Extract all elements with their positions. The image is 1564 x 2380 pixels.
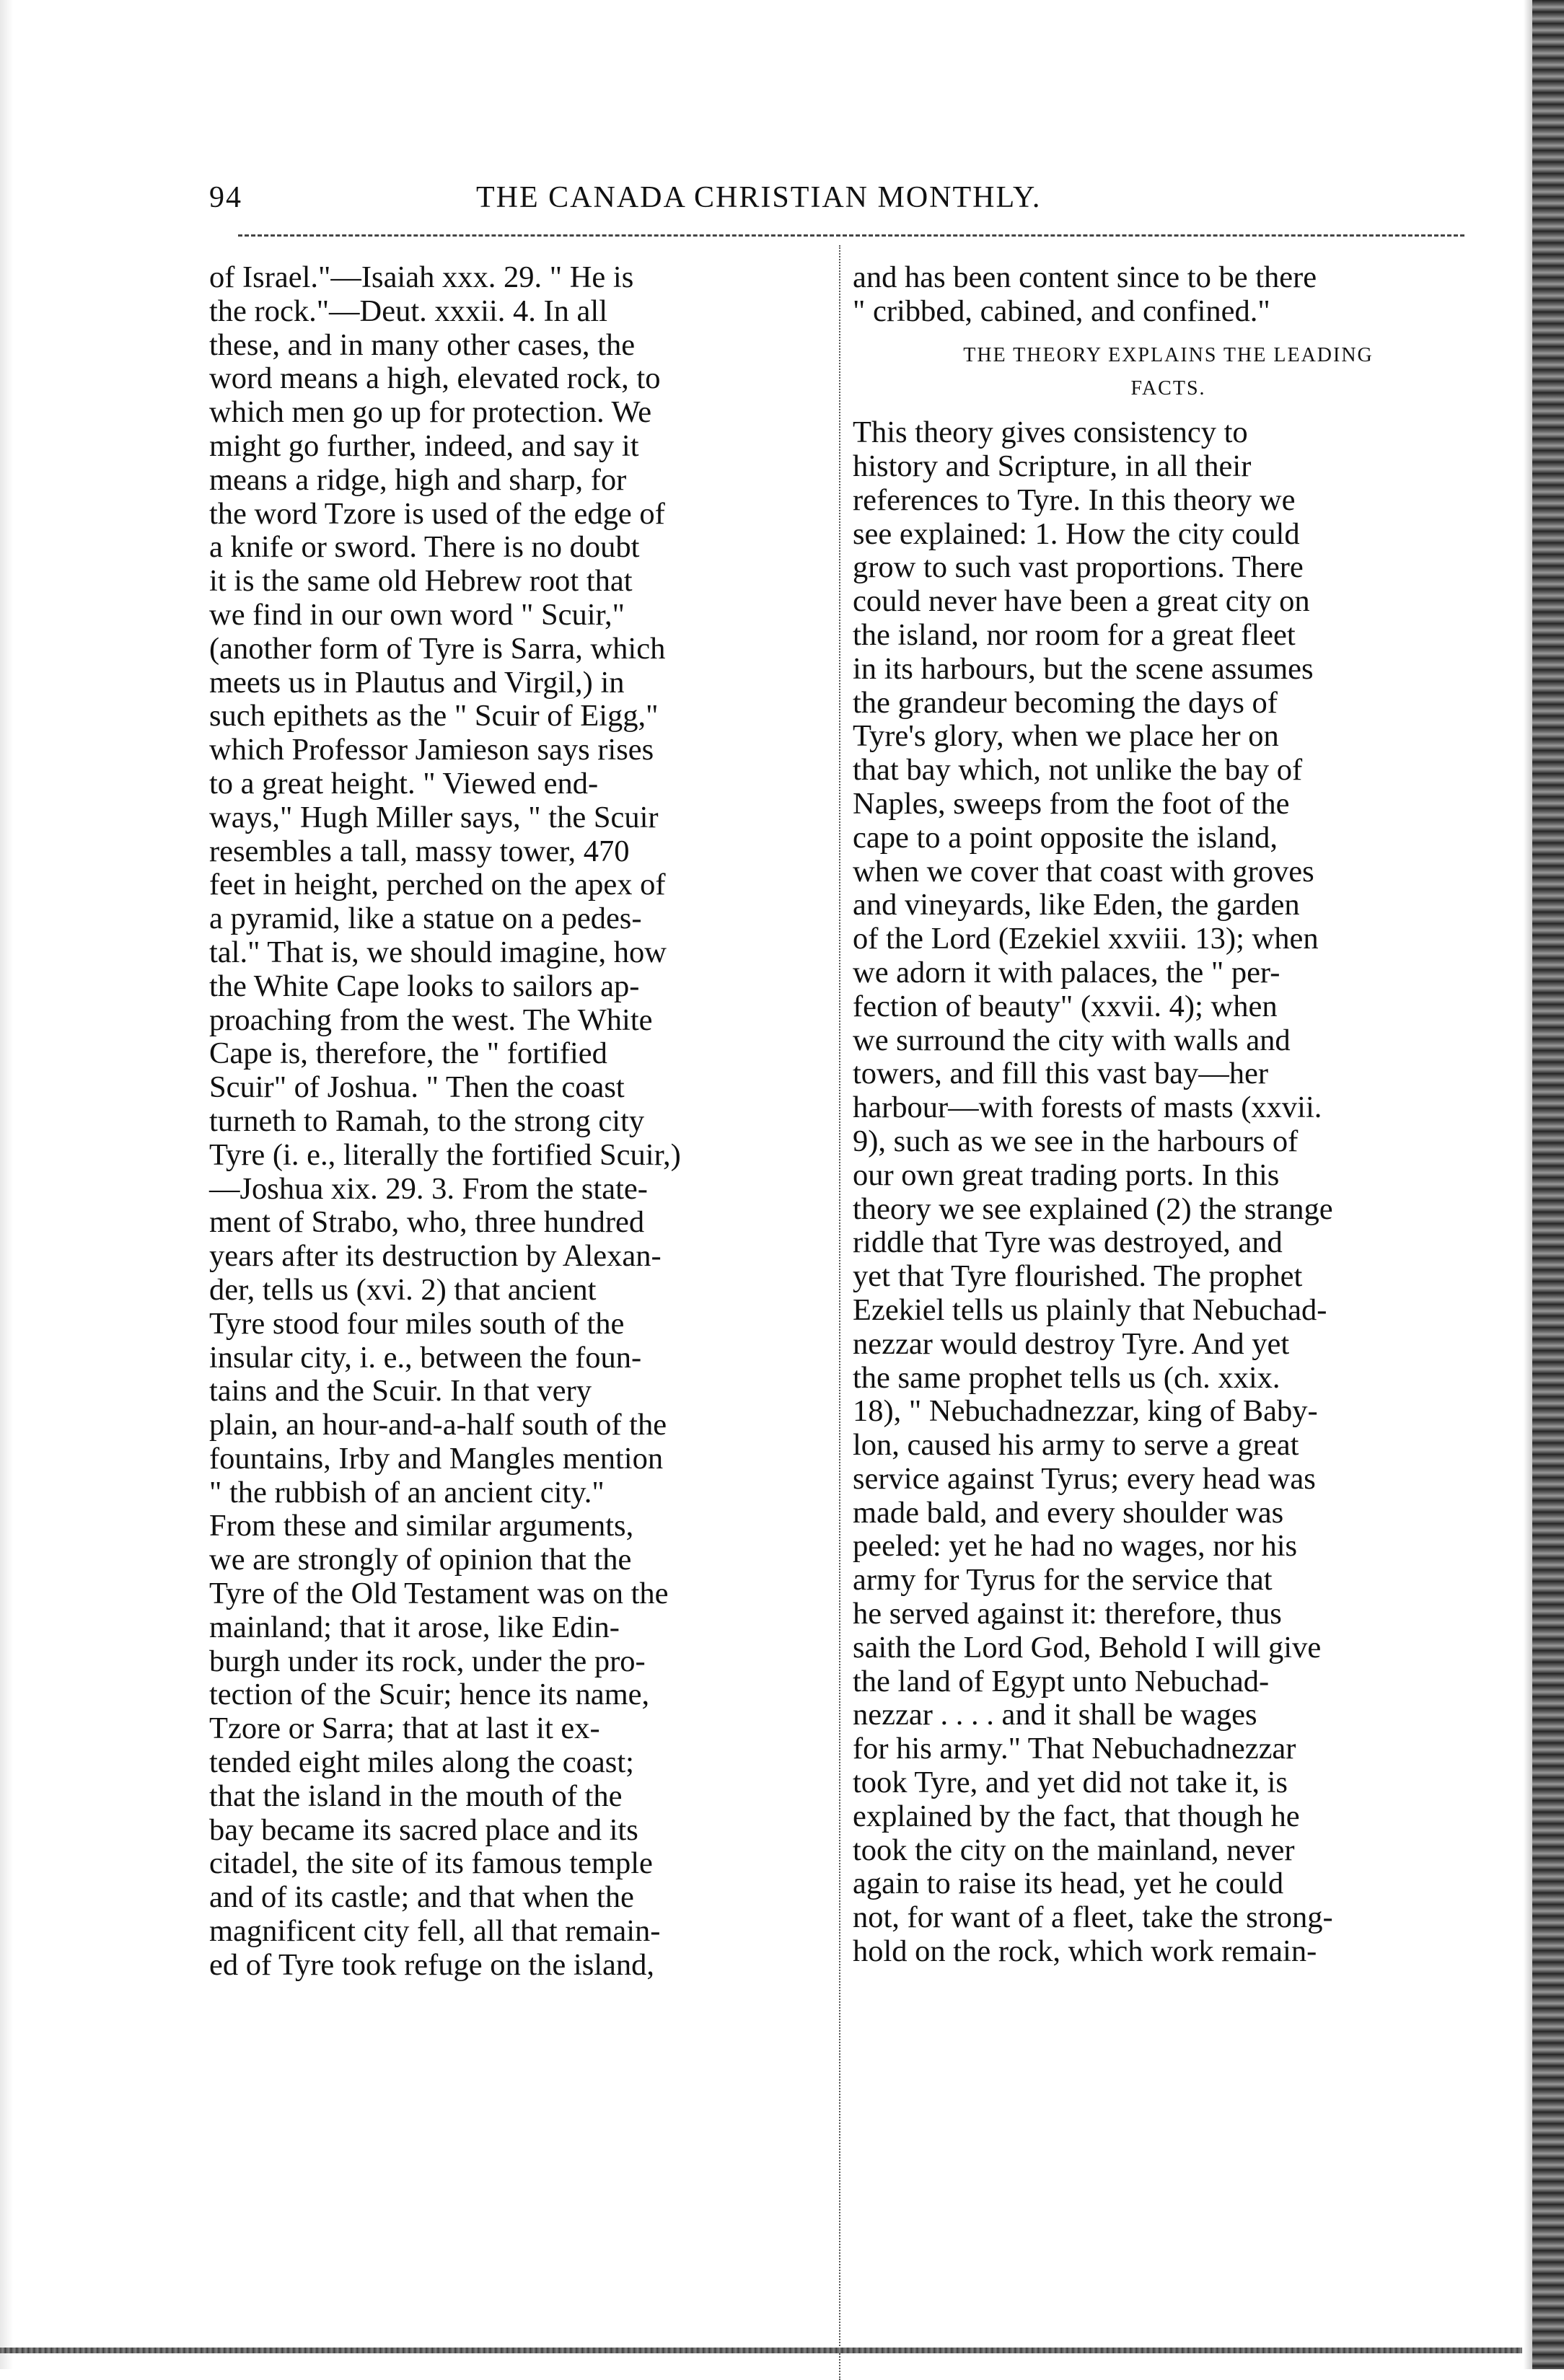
text-line: a pyramid, like a statue on a pedes- (209, 902, 642, 936)
page-left-shadow (0, 0, 13, 2369)
text-line: yet that Tyre flourished. The prophet (853, 1259, 1303, 1294)
text-line: such epithets as the " Scuir of Eigg," (209, 699, 659, 733)
text-line: Tyre's glory, when we place her on (853, 719, 1279, 754)
text-line: Tzore or Sarra; that at last it ex- (209, 1711, 600, 1746)
spacer (853, 329, 1484, 339)
text-line: and vineyards, like Eden, the garden (853, 888, 1300, 922)
text-line: the same prophet tells us (ch. xxix. (853, 1360, 1280, 1395)
column-divider (839, 245, 840, 2380)
text-line: (another form of Tyre is Sarra, which (209, 631, 666, 666)
text-line: Naples, sweeps from the foot of the (853, 786, 1290, 821)
text-line: tal." That is, we should imagine, how (209, 935, 667, 969)
text-line: the word Tzore is used of the edge of (209, 496, 665, 531)
text-line: ment of Strabo, who, three hundred (209, 1205, 645, 1240)
text-line: mainland; that it arose, like Edin- (209, 1610, 620, 1644)
text-line: our own great trading ports. In this (853, 1158, 1280, 1192)
text-line: meets us in Plautus and Virgil,) in (209, 665, 625, 700)
text-line: citadel, the site of its famous temple (209, 1846, 653, 1881)
text-line: which men go up for protection. We (209, 395, 652, 430)
text-line: explained by the fact, that though he (853, 1799, 1300, 1833)
text-line: and has been content since to be there (853, 260, 1317, 294)
text-line: 18), " Nebuchadnezzar, king of Baby- (853, 1394, 1318, 1429)
text-line: —Joshua xix. 29. 3. From the state- (209, 1171, 648, 1206)
text-line: tection of the Scuir; hence its name, (209, 1678, 650, 1712)
text-line: took the city on the mainland, never (853, 1833, 1295, 1867)
text-line: Tyre of the Old Testament was on the (209, 1577, 669, 1611)
text-line: Scuir" of Joshua. " Then the coast (209, 1070, 625, 1105)
text-line: grow to such vast proportions. There (853, 550, 1304, 585)
text-line: fection of beauty" (xxvii. 4); when (853, 989, 1278, 1023)
text-line: years after its destruction by Alexan- (209, 1239, 662, 1274)
text-line: for his army." That Nebuchadnezzar (853, 1732, 1296, 1766)
running-title: THE CANADA CHRISTIAN MONTHLY. (476, 181, 1042, 214)
text-line: of Israel."—Isaiah xxx. 29. " He is (209, 260, 634, 294)
text-line: resembles a tall, massy tower, 470 (209, 834, 630, 868)
section-heading: THE THEORY EXPLAINS THE LEADING (963, 343, 1374, 366)
text-line: tains and the Scuir. In that very (209, 1374, 592, 1409)
text-line: a knife or sword. There is no doubt (209, 530, 640, 565)
text-line: the island, nor room for a great fleet (853, 617, 1296, 652)
text-line: nezzar . . . . and it shall be wages (853, 1698, 1257, 1732)
book-spine-edge (1532, 0, 1564, 2369)
page-header (209, 180, 1493, 224)
text-line: see explained: 1. How the city could (853, 516, 1300, 551)
bottom-page-edge (0, 2348, 1522, 2353)
text-line: feet in height, perched on the apex of (209, 868, 666, 902)
text-line: could never have been a great city on (853, 584, 1310, 619)
text-line: it is the same old Hebrew root that (209, 564, 633, 599)
text-line: turneth to Ramah, to the strong city (209, 1103, 645, 1138)
text-line: lon, caused his army to serve a great (853, 1428, 1299, 1463)
text-line: saith the Lord God, Behold I will give (853, 1630, 1322, 1665)
text-line: the White Cape looks to sailors ap- (209, 969, 640, 1003)
text-line: proaching from the west. The White (209, 1002, 653, 1037)
spine-shadow (1524, 0, 1532, 2369)
text-line: these, and in many other cases, the (209, 327, 636, 362)
left-column (209, 261, 830, 1983)
text-line: This theory gives consistency to (853, 415, 1248, 450)
text-line: when we cover that coast with groves (853, 854, 1314, 889)
text-line: references to Tyre. In this theory we (853, 482, 1296, 517)
text-line: plain, an hour-and-a-half south of the (209, 1408, 667, 1442)
text-line: which Professor Jamieson says rises (209, 733, 654, 767)
header-rule (238, 234, 1464, 237)
text-line: towers, and fill this vast bay—her (853, 1057, 1268, 1091)
text-line: bay became its sacred place and its (209, 1812, 638, 1847)
text-line: of the Lord (Ezekiel xxviii. 13); when (853, 922, 1319, 956)
text-line: he served against it: therefore, thus (853, 1597, 1282, 1631)
page-number: 94 (209, 181, 242, 214)
text-line: the rock."—Deut. xxxii. 4. In all (209, 294, 608, 328)
text-line: ways," Hugh Miller says, " the Scuir (209, 800, 659, 834)
text-line: tended eight miles along the coast; (209, 1745, 634, 1780)
text-line: not, for want of a fleet, take the strong- (853, 1900, 1333, 1935)
text-line: Ezekiel tells us plainly that Nebuchad- (853, 1292, 1327, 1327)
text-line: made bald, and every shoulder was (853, 1495, 1284, 1530)
text-line: we adorn it with palaces, the " per- (853, 955, 1280, 990)
text-line: and of its castle; and that when the (209, 1880, 634, 1915)
text-line: hold on the rock, which work remain- (853, 1934, 1317, 1969)
text-line: we surround the city with walls and (853, 1023, 1291, 1057)
text-line: der, tells us (xvi. 2) that ancient (209, 1272, 597, 1307)
text-line: " the rubbish of an ancient city." (209, 1475, 605, 1509)
text-line: to a great height. " Viewed end- (209, 766, 599, 801)
text-line: insular city, i. e., between the foun- (209, 1340, 642, 1375)
text-line: magnificent city fell, all that remain- (209, 1914, 661, 1949)
text-line: harbour—with forests of masts (xxvii. (853, 1090, 1322, 1125)
text-line: peeled: yet he had no wages, nor his (853, 1529, 1298, 1564)
text-line: riddle that Tyre was destroyed, and (853, 1225, 1283, 1260)
text-line: we are strongly of opinion that the (209, 1543, 632, 1577)
text-line: service against Tyrus; every head was (853, 1461, 1316, 1496)
text-line: that the island in the mouth of the (209, 1779, 623, 1813)
text-line: Tyre (i. e., literally the fortified Scuir,) (209, 1137, 681, 1172)
text-line: history and Scripture, in all their (853, 449, 1252, 483)
text-line: the land of Egypt unto Nebuchad- (853, 1664, 1270, 1698)
spacer (853, 406, 1484, 416)
section-heading: FACTS. (1130, 377, 1206, 400)
text-line: theory we see explained (2) the strange (853, 1191, 1333, 1226)
text-line: we find in our own word " Scuir," (209, 597, 625, 632)
text-line: the grandeur becoming the days of (853, 685, 1278, 720)
text-line: fountains, Irby and Mangles mention (209, 1441, 664, 1476)
text-line: in its harbours, but the scene assumes (853, 651, 1314, 686)
text-line: 9), such as we see in the harbours of (853, 1124, 1299, 1158)
text-line: army for Tyrus for the service that (853, 1563, 1273, 1597)
text-line: cape to a point opposite the island, (853, 820, 1278, 855)
text-line: that bay which, not unlike the bay of (853, 753, 1303, 788)
text-line: again to raise its head, yet he could (853, 1866, 1284, 1901)
text-line: Cape is, therefore, the " fortified (209, 1036, 607, 1071)
text-line: might go further, indeed, and say it (209, 428, 639, 463)
text-line: Tyre stood four miles south of the (209, 1306, 625, 1341)
text-line: word means a high, elevated rock, to (209, 361, 661, 396)
text-line: burgh under its rock, under the pro- (209, 1644, 646, 1678)
text-line: means a ridge, high and sharp, for (209, 462, 627, 497)
text-line: took Tyre, and yet did not take it, is (853, 1766, 1288, 1800)
text-line: ed of Tyre took refuge on the island, (209, 1947, 655, 1982)
right-column (853, 261, 1484, 1969)
text-line: " cribbed, cabined, and confined." (853, 294, 1270, 328)
text-line: From these and similar arguments, (209, 1509, 634, 1543)
text-line: nezzar would destroy Tyre. And yet (853, 1326, 1290, 1361)
